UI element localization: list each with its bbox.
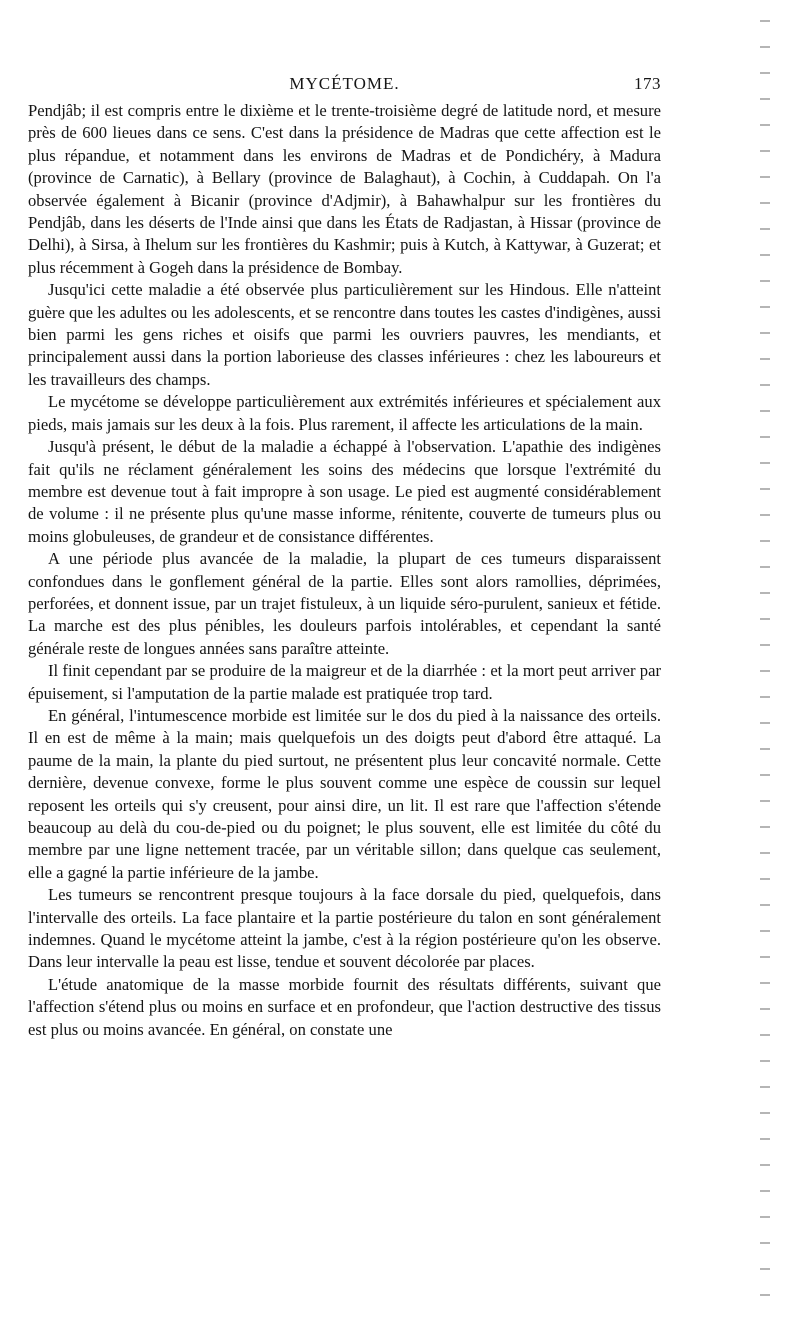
paragraph-extent: En général, l'intumescence morbide est limitée sur le dos du pied à la naissance des orteils. Il en est de même à la main; mais quelquefois un des doigts peut d'abord être attaqué. La paume de la main, la plante du pied surtout, ne présentent plus leur concavité normale. Cette dernière, devenue convexe, forme le plus souvent comme une espèce de coussin sur lequel reposent les orteils qui s'y creusent, pour ainsi dire, un lit. Il est rare que l'affection s'étende beaucoup au delà du cou-de-pied ou du poignet; le plus souvent, elle est limitée du côté du membre par une ligne nettement tracée, par un véritable sillon; dans quelque cas seulement, elle a gagné la partie inférieure de la jambe. bbox=[28, 705, 661, 882]
paragraph-advanced-stage: A une période plus avancée de la maladie, la plupart de ces tumeurs disparaissent confondues dans le gonflement général de la partie. Elles sont alors ramollies, déprimées, perforées, et donnent issue, par un trajet fistuleux, à un liquide séro-purulent, sanieux et fétide. La marche est des plus pénibles, les douleurs parfois intolérables, et cependant la santé générale reste de longues années sans paraître atteinte. bbox=[28, 549, 661, 658]
paragraph-outcome: Il finit cependant par se produire de la maigreur et de la diarrhée : et la mort peut arriver par épuisement, si l'amputation de la partie malade est pratiquée trop tard. bbox=[28, 661, 661, 703]
paragraph-anatomy: L'étude anatomique de la masse morbide fournit des résultats différents, suivant que l'affection s'étend plus ou moins en surface et en profondeur, que l'action destructive des tissus est plus ou moins avancée. En général, on constate une bbox=[28, 974, 661, 1039]
paragraph-tumors: Les tumeurs se rencontrent presque toujours à la face dorsale du pied, quelquefois, dans l'intervalle des orteils. La face plantaire et la partie postérieure du talon en sont généralement indemnes. Quand le mycétome atteint la jambe, c'est à la région postérieure qu'on les observe. Dans leur intervalle la peau est lisse, tendue et souvent décolorée par places. bbox=[28, 885, 661, 972]
running-title: MYCÉTOME. bbox=[289, 74, 400, 93]
paragraph-location: Le mycétome se développe particulièrement aux extrémités inférieures et spécialement aux pieds, mais jamais sur les deux à la fois. Plus rarement, il affecte les articulations de la main. bbox=[28, 392, 661, 434]
running-head bbox=[28, 74, 661, 100]
book-page bbox=[28, 74, 661, 1041]
body-text bbox=[28, 100, 661, 1041]
paragraph-geography: Pendjâb; il est compris entre le dixième et le trente-troisième degré de latitude nord, et mesure près de 600 lieues dans ce sens. C'est dans la présidence de Madras que cette affection est le plus répandue, et notamment dans les environs de Madras et de Pondichéry, à Madura (province de Carnatic), à Bellary (province de Balaghaut), à Cochin, à Cuddapah. On l'a observée également à Bicanir (province d'Adjmir), à Bahawhalpur sur les frontières du Pendjâb, dans les déserts de l'Inde ainsi que dans les États de Radjastan, à Hissar (province de Delhi), à Sirsa, à Ihelum sur les frontières du Kashmir; puis à Kutch, à Kattywar, à Guzerat; et plus récemment à Gogeh dans la présidence de Bombay. bbox=[28, 101, 661, 277]
paragraph-onset: Jusqu'à présent, le début de la maladie a échappé à l'observation. L'apathie des indigènes fait qu'ils ne réclament généralement les soins des médecins que lorsque l'extrémité du membre est devenue tout à fait impropre à son usage. Le pied est augmenté considérablement de volume : il ne présente plus qu'une masse informe, rénitente, couverte de tumeurs plus ou moins globuleuses, de grandeur et de consistance différentes. bbox=[28, 437, 661, 546]
page-number: 173 bbox=[634, 74, 661, 93]
paragraph-population: Jusqu'ici cette maladie a été observée plus particulièrement sur les Hindous. Elle n'atteint guère que les adultes ou les adolescents, et se rencontre dans toutes les castes d'indigènes, aussi bien parmi les gens riches et oisifs que parmi les ouvriers pauvres, les mendiants, et principalement aussi dans la portion laborieuse des classes inférieures : chez les laboureurs et les travailleurs des champs. bbox=[28, 280, 661, 389]
margin-scan-marks bbox=[760, 20, 770, 1310]
